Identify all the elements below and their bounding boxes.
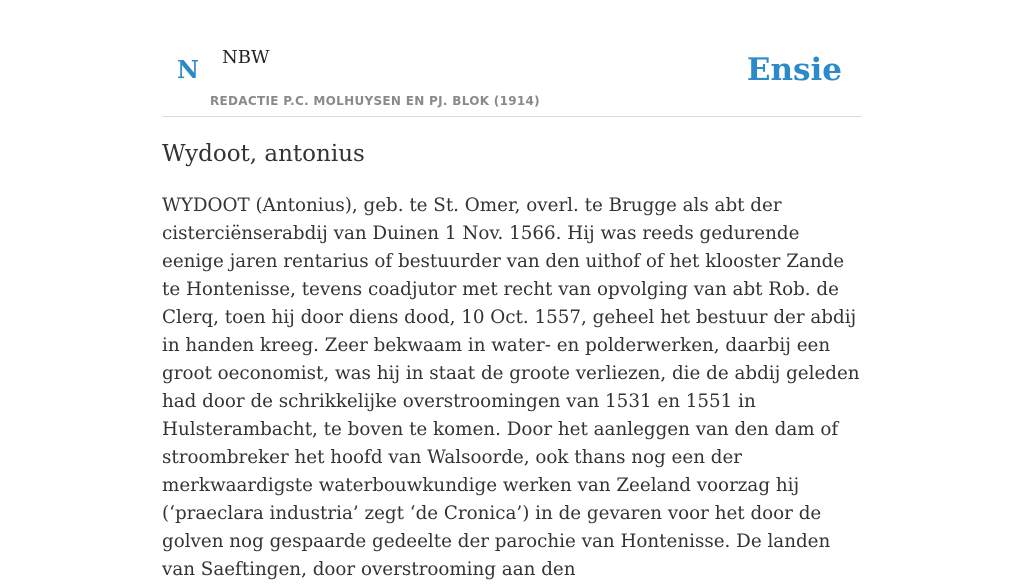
source-logo[interactable]: N: [177, 55, 199, 84]
article-body: WYDOOT (Antonius), geb. te St. Omer, overl. te Brugge als abt der cisterciënserabdij van Duinen 1 Nov. 1566. Hij was reeds gedurende eenige jaren rentarius of bestuurder van den uithof of het klooster Zande te Hontenisse, tevens coadjutor met recht van opvolging van abt Rob. de Clerq, toen hij door diens dood, 10 Oct. 1557, geheel het bestuur der abdij in handen kreeg. Zeer bekwaam in water- en polderwerken, daarbij een groot oeconomist, was hij in staat de groote verliezen, die de abdij geleden had door de schrikkelijke overstroomingen van 1531 en 1551 in Hulsterambacht, te boven te komen. Door het aanleggen van den dam of stroombreker het hoofd van Walsoorde, ook thans nog een der merkwaardigste waterbouwkundige werken van Zeeland voorzag hij (‘praeclara industria’ zegt ‘de Cronica’) in de gevaren voor het door de golven nog gespaarde gedeelte der parochie van Hontenisse. De landen van Saeftingen, door overstrooming aan den: [162, 195, 860, 580]
brand-logo[interactable]: Ensie: [746, 52, 842, 88]
source-abbreviation[interactable]: NBW: [222, 47, 270, 68]
header: [162, 0, 862, 117]
article-title: Wydoot, antonius: [162, 141, 365, 167]
source-subtitle: REDACTIE P.C. MOLHUYSEN EN PJ. BLOK (1914): [210, 94, 540, 108]
